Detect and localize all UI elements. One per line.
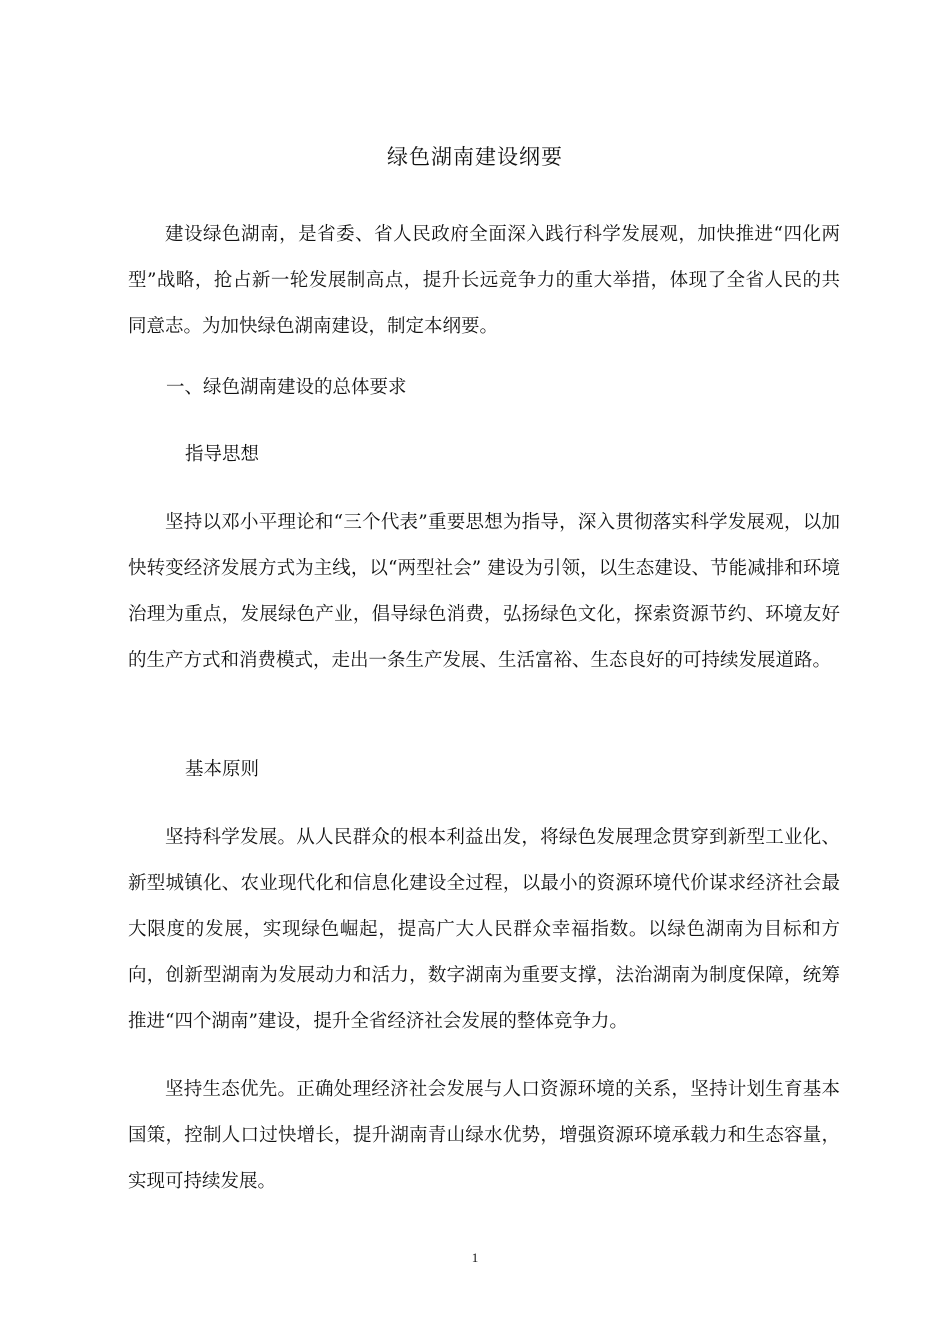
subheading-guiding-thought: 指导思想 xyxy=(185,444,260,465)
guiding-thought-paragraph: 坚持以邓小平理论和“三个代表”重要思想为指导，深入贯彻落实科学发展观，以加快转变经济发展方式为主线，以“两型社会” 建设为引领，以生态建设、节能减排和环境治理为重点，发展绿色产业，倡导绿色消费，弘扬绿色文化，探索资源节约、环境友好的生产方式和消费模式，走出一条生产发展、生活富裕、生态良好的可持续发展道路。 xyxy=(128,512,840,671)
subheading-basic-principles: 基本原则 xyxy=(185,759,260,780)
document-title: 绿色湖南建设纲要 xyxy=(387,145,563,169)
intro-paragraph: 建设绿色湖南，是省委、省人民政府全面深入践行科学发展观，加快推进“四化两型”战略，抢占新一轮发展制高点，提升长远竞争力的重大举措，体现了全省人民的共同意志。为加快绿色湖南建设，制定本纲要。 xyxy=(128,224,840,337)
principle-scientific-development-paragraph: 坚持科学发展。从人民群众的根本利益出发，将绿色发展理念贯穿到新型工业化、新型城镇化、农业现代化和信息化建设全过程，以最小的资源环境代价谋求经济社会最大限度的发展，实现绿色崛起，提高广大人民群众幸福指数。以绿色湖南为目标和方向，创新型湖南为发展动力和活力，数字湖南为重要支撑，法治湖南为制度保障，统筹推进“四个湖南”建设，提升全省经济社会发展的整体竞争力。 xyxy=(128,827,840,1032)
principle-ecology-first-paragraph: 坚持生态优先。正确处理经济社会发展与人口资源环境的关系，坚持计划生育基本国策，控制人口过快增长，提升湖南青山绿水优势，增强资源环境承载力和生态容量，实现可持续发展。 xyxy=(128,1079,840,1192)
section-heading-general-requirements: 一、绿色湖南建设的总体要求 xyxy=(166,377,407,398)
page-number: 1 xyxy=(471,1250,479,1265)
